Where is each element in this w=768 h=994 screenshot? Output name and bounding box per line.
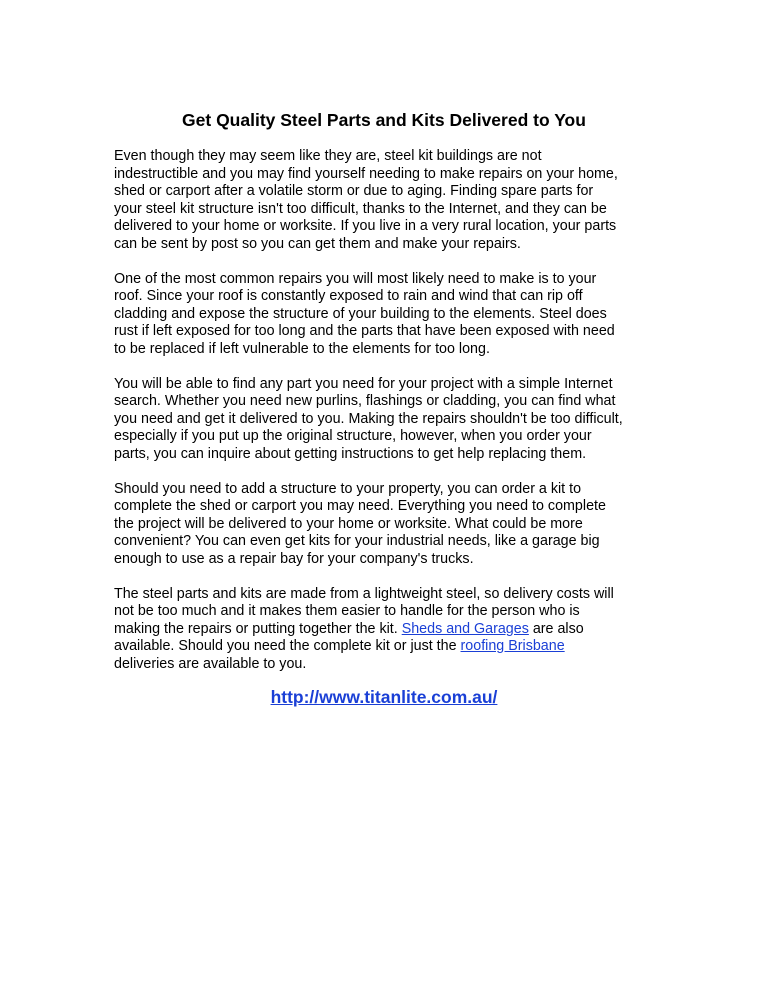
text-segment: are also (528, 620, 584, 637)
text-line: delivered to your home or worksite. If you live in a very rural location, your parts (114, 218, 617, 234)
roofing-brisbane-link[interactable]: roofing Brisbane (460, 638, 565, 654)
text-line (114, 621, 674, 639)
sheds-and-garages-link[interactable]: Sheds and Garages (401, 620, 529, 637)
text-line: especially if you put up the original structure, however, when you order your (114, 428, 592, 444)
paragraph-1 (114, 148, 674, 253)
text-line: shed or carport after a volatile storm or due to aging. Finding spare parts for (114, 183, 594, 199)
text-line: cladding and expose the structure of your building to the elements. Steel does (114, 305, 607, 322)
text-line: your steel kit structure isn't too difficult, thanks to the Internet, and they can be (114, 200, 607, 217)
paragraph-2 (114, 271, 674, 359)
text-line: deliveries are available to you. (114, 655, 307, 672)
paragraph-3 (114, 376, 674, 464)
text-line: convenient? You can even get kits for your industrial needs, like a garage big (114, 533, 600, 549)
text-line: You will be able to find any part you need for your project with a simple Internet (114, 375, 613, 392)
text-line (114, 638, 674, 656)
text-line: can be sent by post so you can get them and make your repairs. (114, 235, 521, 252)
text-line: to be replaced if left vulnerable to the elements for too long. (114, 340, 490, 357)
paragraph-5 (114, 586, 674, 674)
text-line: Even though they may seem like they are, steel kit buildings are not (114, 148, 542, 164)
text-segment: available. Should you need the complete kit or just the (114, 638, 461, 654)
text-line: indestructible and you may find yourself needing to make repairs on your home, (114, 165, 618, 182)
text-line: roof. Since your roof is constantly exposed to rain and wind that can rip off (114, 288, 583, 304)
website-url-link[interactable]: http://www.titanlite.com.au/ (270, 687, 498, 707)
document-title: Get Quality Steel Parts and Kits Delivered to You (182, 110, 586, 130)
text-line: One of the most common repairs you will most likely need to make is to your (114, 270, 597, 287)
text-line: rust if left exposed for too long and the parts that have been exposed with need (114, 323, 615, 339)
text-line: not be too much and it makes them easier to handle for the person who is (114, 603, 580, 619)
text-line: parts, you can inquire about getting instructions to get help replacing them. (114, 445, 587, 462)
text-segment: making the repairs or putting together the kit. (114, 620, 402, 637)
text-line: Should you need to add a structure to your property, you can order a kit to (114, 480, 582, 497)
website-url-block (0, 685, 768, 709)
paragraph-4 (114, 481, 674, 569)
text-line: The steel parts and kits are made from a lightweight steel, so delivery costs will (114, 585, 614, 602)
text-line: complete the shed or carport you may need. Everything you need to complete (114, 498, 606, 514)
text-line: the project will be delivered to your home or worksite. What could be more (114, 515, 583, 532)
text-line: search. Whether you need new purlins, flashings or cladding, you can find what (114, 393, 616, 409)
text-line: enough to use as a repair bay for your company's trucks. (114, 550, 474, 567)
document-body (114, 148, 674, 691)
text-line: you need and get it delivered to you. Making the repairs shouldn't be too difficult, (114, 410, 623, 427)
